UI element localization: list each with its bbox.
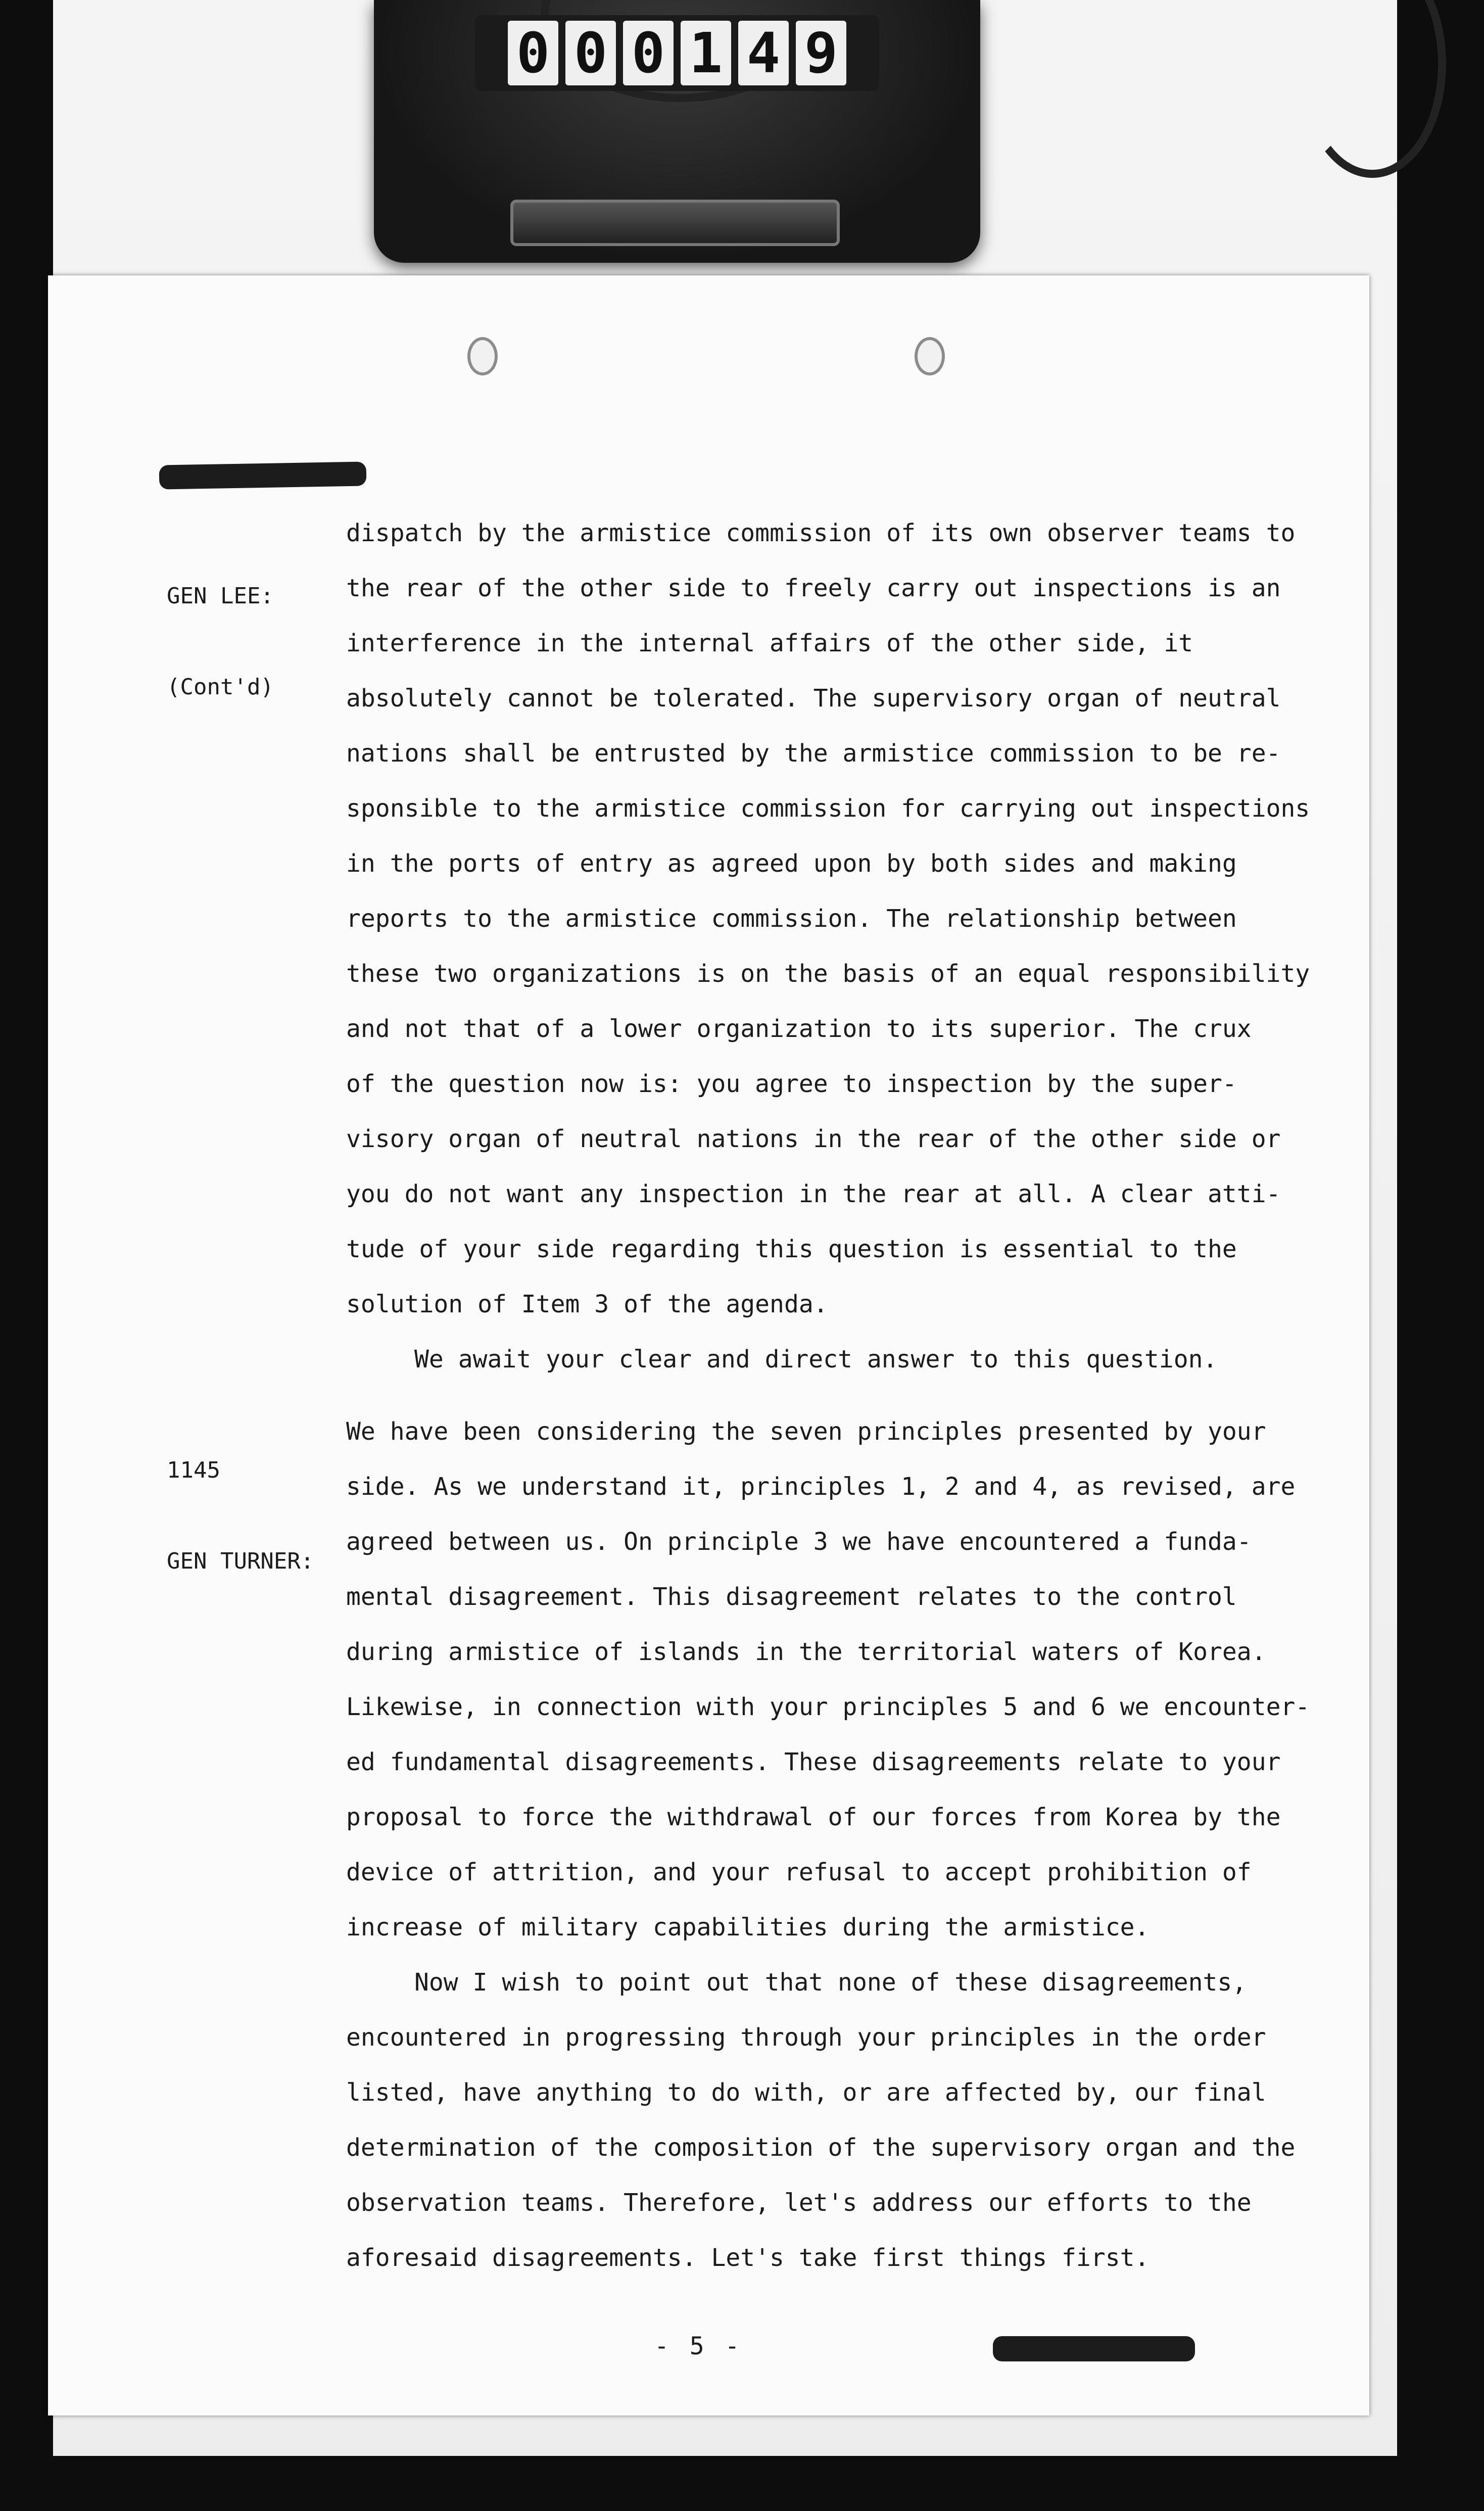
statement-line: aforesaid disagreements. Let's take first things first. <box>346 2244 1150 2272</box>
statement-line: in the ports of entry as agreed upon by both sides and making <box>346 849 1237 878</box>
statement-line: proposal to force the withdrawal of our forces from Korea by the <box>346 1803 1281 1831</box>
punch-hole <box>467 337 498 375</box>
statement-line: mental disagreement. This disagreement relates to the control <box>346 1583 1237 1611</box>
statement-line: We await your clear and direct answer to this question. <box>414 1345 1218 1373</box>
statement-line: dispatch by the armistice commission of its own observer teams to <box>346 519 1296 547</box>
counter-digit: 0 <box>565 21 616 85</box>
statement-line: Likewise, in connection with your principles 5 and 6 we encounter- <box>346 1693 1310 1721</box>
statement-line: determination of the composition of the supervisory organ and the <box>346 2134 1296 2162</box>
statement-line: absolutely cannot be tolerated. The supervisory organ of neutral <box>346 684 1281 713</box>
statement-line: the rear of the other side to freely carry out inspections is an <box>346 574 1281 602</box>
frame-counter-window <box>475 15 879 91</box>
statement-line: interference in the internal affairs of the other side, it <box>346 629 1193 657</box>
frame-counter-device <box>374 0 980 263</box>
statement-line: during armistice of islands in the territorial waters of Korea. <box>346 1638 1266 1666</box>
counter-slot <box>510 200 840 246</box>
statement-line: side. As we understand it, principles 1, 2 and 4, as revised, are <box>346 1473 1296 1501</box>
page-number: - 5 - <box>654 2332 743 2360</box>
speaker-time: 1145 <box>167 1457 220 1483</box>
statement-line: solution of Item 3 of the agenda. <box>346 1290 828 1318</box>
speaker-continued-note: (Cont'd) <box>167 674 274 700</box>
counter-digit: 0 <box>623 21 674 85</box>
counter-digit: 9 <box>796 21 846 85</box>
statement-line: device of attrition, and your refusal to accept prohibition of <box>346 1858 1252 1886</box>
counter-digit: 1 <box>681 21 731 85</box>
statement-line: encountered in progressing through your principles in the order <box>346 2023 1266 2052</box>
gen-lee-statement <box>346 515 1311 1397</box>
gen-turner-statement <box>346 1414 1311 2295</box>
counter-digit: 4 <box>738 21 789 85</box>
speaker-name: GEN TURNER: <box>167 1548 314 1574</box>
speaker-name: GEN LEE: <box>167 583 274 609</box>
statement-line: nations shall be entrusted by the armistice commission to be re- <box>346 739 1281 768</box>
statement-line: these two organizations is on the basis of an equal responsibility <box>346 960 1310 988</box>
statement-line: of the question now is: you agree to inspection by the super- <box>346 1070 1237 1098</box>
statement-line: reports to the armistice commission. The relationship between <box>346 905 1237 933</box>
speaker-label-gen-lee <box>167 520 274 763</box>
counter-digit: 0 <box>508 21 558 85</box>
document-page <box>48 275 1369 2415</box>
redaction-mark-top <box>159 461 367 489</box>
statement-line: listed, have anything to do with, or are affected by, our final <box>346 2078 1266 2107</box>
statement-line: observation teams. Therefore, let's address our efforts to the <box>346 2189 1252 2217</box>
statement-line: sponsible to the armistice commission for carrying out inspections <box>346 794 1310 823</box>
statement-line: We have been considering the seven principles presented by your <box>346 1417 1266 1446</box>
statement-line: visory organ of neutral nations in the rear of the other side or <box>346 1125 1281 1153</box>
punch-hole <box>915 337 945 375</box>
statement-line: ed fundamental disagreements. These disagreements relate to your <box>346 1748 1281 1776</box>
speaker-label-gen-turner <box>167 1395 314 1637</box>
statement-line: tude of your side regarding this question is essential to the <box>346 1235 1237 1263</box>
statement-line: and not that of a lower organization to its superior. The crux <box>346 1015 1252 1043</box>
statement-line: increase of military capabilities during the armistice. <box>346 1913 1150 1941</box>
statement-line: Now I wish to point out that none of these disagreements, <box>414 1968 1247 1997</box>
statement-line: you do not want any inspection in the rear at all. A clear atti- <box>346 1180 1281 1208</box>
redaction-mark-bottom <box>993 2336 1195 2361</box>
statement-line: agreed between us. On principle 3 we have encountered a funda- <box>346 1528 1252 1556</box>
